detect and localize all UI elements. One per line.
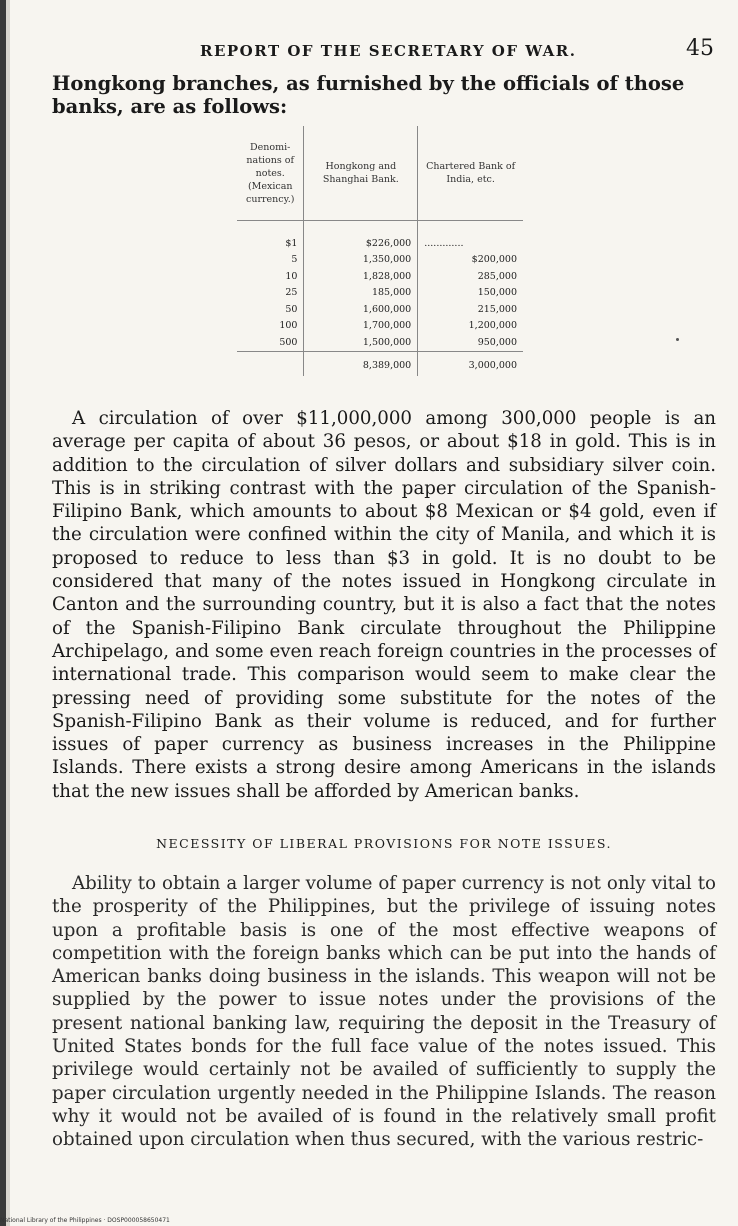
table-row [237,301,523,318]
cell-hongkong: 1,700,000 [304,318,418,335]
paragraph-circulation: A circulation of over $11,000,000 among 300,000 people is an average per capita of about 36 pesos, or about $18 in gold. This is in addition to the circulation of silver dollars and subsidiary silver coin. This is in striking contrast with the paper circulation of the Spanish-Filipino Bank, which amounts to about $8 Mexican or $4 gold, even if the circulation were confined within the city of Manila, and which it is proposed to reduce to less than $3 in gold. It is no doubt to be considered that many of the notes issued in Hongkong circulate in Canton and the surrounding country, but it is also a fact that the notes of the Spanish-Filipino Bank circulate throughout the Philippine Archipelago, and some even reach foreign countries in the processes of international trade. This comparison would seem to make clear the pressing need of providing some substitute for the notes of the Spanish-Filipino Bank as their volume is reduced, and for further issues of paper currency as business increases in the Philippine Islands. There exists a strong desire among Americans in the islands that the new issues shall be afforded by American banks. [52,408,716,802]
table-row [237,268,523,285]
cell-chartered: 215,000 [477,303,517,315]
table-row [237,221,523,252]
table-row [237,285,523,302]
column-header-chartered-bank: Chartered Bank of India, etc. [418,126,523,221]
cell-total-chartered: 3,000,000 [418,351,523,376]
scan-speck [676,338,679,341]
cell-chartered: 950,000 [477,336,517,348]
cell-total-hongkong: 8,389,000 [304,351,418,376]
cell-hongkong: 1,828,000 [304,268,418,285]
cell-hongkong: 1,350,000 [304,252,418,269]
cell-chartered: ............. [424,237,464,249]
cell-hongkong: $226,000 [304,221,418,252]
intro-line: Hongkong branches, as furnished by the officials of those banks, are as follows: [52,72,685,118]
page-gutter [6,0,10,1226]
cell-hongkong: 1,500,000 [304,334,418,351]
running-title: REPORT OF THE SECRETARY OF WAR. [200,42,577,60]
table-row [237,252,523,269]
cell-denomination: 10 [237,268,304,285]
cell-total-label [237,351,304,376]
paragraph-note-issues: Ability to obtain a larger volume of paper currency is not only vital to the prosperity of the Philippines, but the privilege of issuing notes upon a profitable basis is one of the most effective weapons of competition with the foreign banks which can be put into the hands of American banks doing business in the islands. This weapon will not be supplied by the power to issue notes under the provisions of the present national banking law, requiring the deposit in the Treasury of United States bonds for the full face value of the notes issued. This privilege would certainly not be availed of sufficiently to supply the paper circulation urgently needed in the Philippine Islands. The reason why it would not be availed of is found in the relatively small profit obtained upon circulation when thus secured, with the various restric- [52,873,716,1151]
page-number: 45 [686,36,714,61]
cell-denomination: 5 [237,252,304,269]
cell-denomination: $1 [237,221,304,252]
cell-hongkong: 1,600,000 [304,301,418,318]
column-header-hongkong-shanghai: Hongkong and Shanghai Bank. [304,126,418,221]
cell-denomination: 50 [237,301,304,318]
column-header-denominations: Denominations of notes. (Mexican currency.) [237,126,304,221]
scan-footer: National Library of the Philippines · DOSP000058650471 [0,1217,170,1224]
table-row [237,334,523,351]
table-header-row [237,126,523,221]
note-circulation-table [237,126,523,376]
cell-denomination: 100 [237,318,304,335]
cell-denomination: 25 [237,285,304,302]
cell-chartered: 285,000 [477,270,517,282]
table-total-row [237,351,523,376]
cell-chartered: 1,200,000 [468,320,517,332]
cell-chartered: 150,000 [477,287,517,299]
table-row [237,318,523,335]
cell-denomination: 500 [237,334,304,351]
section-heading: NECESSITY OF LIBERAL PROVISIONS FOR NOTE ISSUES. [156,836,612,851]
cell-chartered: $200,000 [471,254,517,266]
cell-hongkong: 185,000 [304,285,418,302]
